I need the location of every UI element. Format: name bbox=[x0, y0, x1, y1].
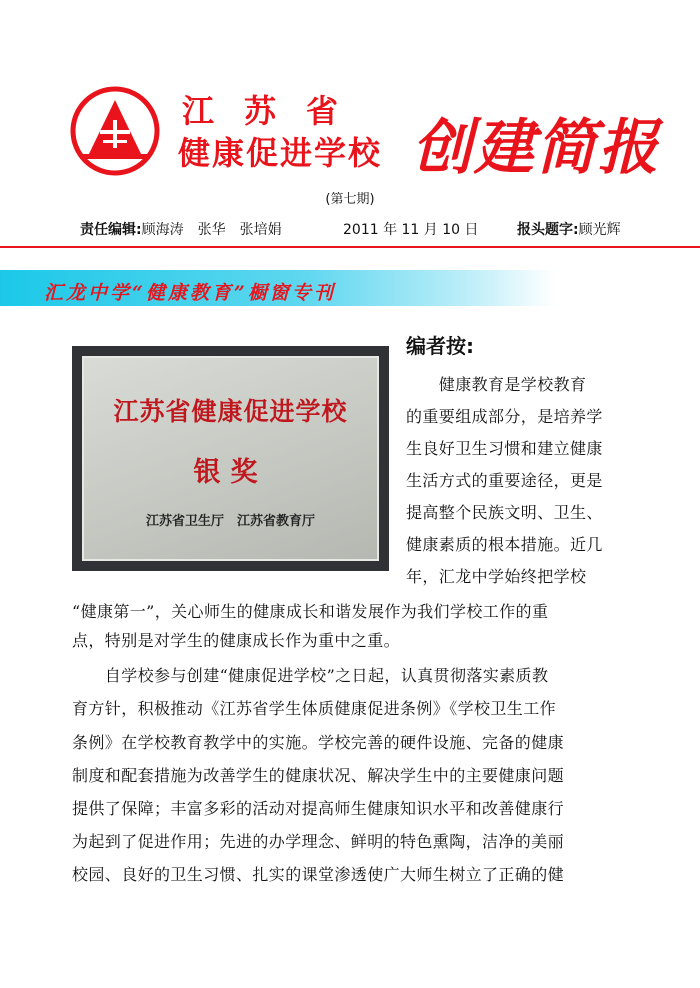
note-heading: 编者按: bbox=[406, 334, 474, 358]
title-by-label: 报头题字: bbox=[517, 222, 579, 238]
note-line: 制度和配套措施为改善学生的健康状况、解决学生中的主要健康问题 bbox=[72, 766, 565, 785]
note-line: 健康教育是学校教育 bbox=[406, 375, 587, 394]
editors-label: 责任编辑: bbox=[80, 222, 142, 238]
note-line: “健康第一”，关心师生的健康成长和谐发展作为我们学校工作的重 bbox=[72, 602, 549, 621]
note-line: 点，特别是对学生的健康成长作为重中之重。 bbox=[72, 631, 401, 650]
note-line: 为起到了促进作用；先进的办学理念、鲜明的特色熏陶，洁净的美丽 bbox=[72, 832, 565, 851]
editors-names: 顾海涛 张华 张培娟 bbox=[141, 222, 282, 238]
plaque-award: 银奖 bbox=[193, 457, 268, 488]
note-line: 年，汇龙中学始终把学校 bbox=[406, 567, 587, 586]
note-line: 提高整个民族文明、卫生、 bbox=[406, 503, 603, 522]
editors-line bbox=[80, 219, 640, 239]
note-line: 生良好卫生习惯和建立健康 bbox=[406, 439, 603, 458]
note-line: 提供了保障；丰富多彩的活动对提高师生健康知识水平和改善健康行 bbox=[72, 799, 565, 818]
issue-date: 2011 年 11 月 10 日 bbox=[343, 222, 479, 238]
note-line: 健康素质的根本措施。近几 bbox=[406, 535, 603, 554]
note-line: 条例》在学校教育教学中的实施。学校完善的硬件设施、完备的健康 bbox=[72, 733, 565, 752]
column-banner-title: 汇龙中学“健康教育”橱窗专刊 bbox=[44, 282, 336, 304]
note-line: 的重要组成部分，是培养学 bbox=[406, 407, 603, 426]
masthead-province: 江苏省 bbox=[182, 92, 369, 130]
note-line: 育方针，积极推动《江苏省学生体质健康促进条例》《学校卫生工作 bbox=[72, 699, 557, 718]
plaque-issuer: 江苏省卫生厅 江苏省教育厅 bbox=[145, 514, 315, 529]
school-emblem-icon bbox=[70, 86, 160, 176]
title-by-name: 顾光辉 bbox=[578, 222, 621, 238]
issue-number: (第七期) bbox=[325, 192, 375, 207]
header-rule bbox=[0, 246, 700, 248]
note-line: 校园、良好的卫生习惯、扎实的课堂渗透使广大师生树立了正确的健 bbox=[72, 865, 565, 884]
masthead-school: 健康促进学校 bbox=[178, 134, 383, 172]
note-line: 生活方式的重要途径，更是 bbox=[406, 471, 603, 490]
note-line: 自学校参与创建“健康促进学校”之日起，认真贯彻落实素质教 bbox=[72, 666, 549, 685]
masthead-brief-title: 创建简报 bbox=[412, 113, 660, 183]
plaque-title: 江苏省健康促进学校 bbox=[113, 397, 348, 426]
